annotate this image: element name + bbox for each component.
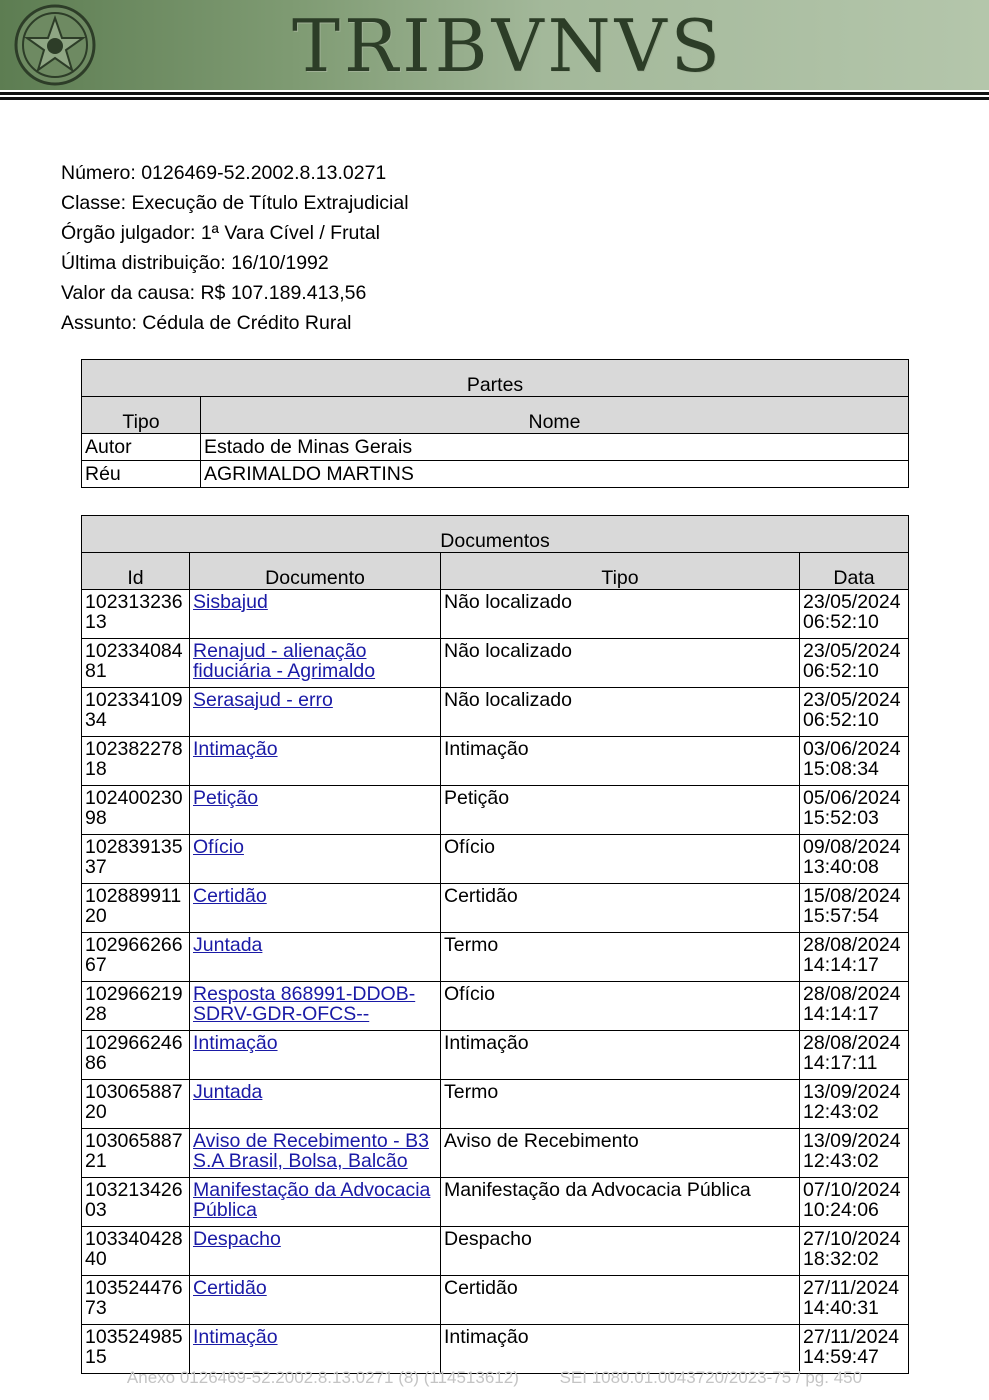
doc-link[interactable]: Serasajud - erro (193, 689, 333, 711)
table-row (82, 933, 909, 982)
doc-time: 14:17:11 (803, 1052, 878, 1074)
doc-date: 27/11/2024 (803, 1326, 900, 1348)
doc-link[interactable]: Intimação (193, 738, 278, 760)
doc-id-part2: 21 (85, 1150, 107, 1172)
doc-link[interactable]: Sisbajud (193, 591, 268, 613)
table-row (82, 982, 909, 1031)
doc-id-part2: 18 (85, 758, 107, 780)
doc-date: 15/08/2024 (803, 885, 901, 907)
doc-type: Ofício (441, 835, 800, 884)
doc-name-cell (190, 1325, 441, 1374)
table-row (82, 1129, 909, 1178)
doc-id-part1: 103524985 (85, 1326, 183, 1348)
doc-id-part1: 102966266 (85, 934, 183, 956)
table-row (82, 1178, 909, 1227)
doc-name-cell (190, 1178, 441, 1227)
doc-time: 18:32:02 (803, 1248, 879, 1270)
party-type: Autor (82, 434, 201, 461)
doc-date-cell (800, 1227, 909, 1276)
doc-id-part2: 28 (85, 1003, 107, 1025)
doc-date: 09/08/2024 (803, 836, 901, 858)
case-subject: Assunto: Cédula de Crédito Rural (61, 312, 352, 334)
doc-date-cell (800, 1178, 909, 1227)
doc-date-cell (800, 933, 909, 982)
doc-id (82, 1178, 190, 1227)
doc-date: 05/06/2024 (803, 787, 901, 809)
doc-type: Não localizado (441, 639, 800, 688)
parties-table (81, 359, 909, 488)
doc-date: 03/06/2024 (803, 738, 901, 760)
parties-col-tipo: Tipo (82, 397, 201, 434)
doc-link[interactable]: Manifestação da Advocacia Pública (193, 1179, 431, 1221)
party-type: Réu (82, 461, 201, 488)
doc-date-cell (800, 1031, 909, 1080)
doc-type: Intimação (441, 1031, 800, 1080)
doc-date-cell (800, 884, 909, 933)
documents-caption: Documentos (82, 516, 909, 553)
doc-type: Aviso de Recebimento (441, 1129, 800, 1178)
doc-name-cell (190, 884, 441, 933)
doc-time: 06:52:10 (803, 611, 879, 633)
doc-id-part2: 86 (85, 1052, 107, 1074)
doc-id-part1: 103065887 (85, 1081, 183, 1103)
doc-date: 27/11/2024 (803, 1277, 900, 1299)
doc-type: Termo (441, 1080, 800, 1129)
doc-id-part1: 102382278 (85, 738, 183, 760)
doc-link[interactable]: Aviso de Recebimento - B3 S.A Brasil, Bolsa, Balcão (193, 1130, 429, 1172)
doc-id (82, 1276, 190, 1325)
doc-date: 13/09/2024 (803, 1081, 901, 1103)
table-row (82, 434, 909, 461)
doc-link[interactable]: Petição (193, 787, 259, 809)
doc-name-cell (190, 590, 441, 639)
doc-id-part2: 98 (85, 807, 107, 829)
doc-type: Ofício (441, 982, 800, 1031)
doc-id-part2: 34 (85, 709, 107, 731)
doc-date-cell (800, 737, 909, 786)
doc-link[interactable]: Juntada (193, 1081, 263, 1103)
doc-id-part2: 13 (85, 611, 107, 633)
coat-of-arms-seal-icon (12, 4, 98, 86)
doc-id (82, 1325, 190, 1374)
doc-id-part1: 102400230 (85, 787, 183, 809)
doc-type: Intimação (441, 737, 800, 786)
doc-id-part1: 102966246 (85, 1032, 183, 1054)
table-row (82, 835, 909, 884)
table-row (82, 786, 909, 835)
table-row (82, 737, 909, 786)
doc-time: 06:52:10 (803, 709, 879, 731)
doc-date-cell (800, 590, 909, 639)
doc-id-part2: 40 (85, 1248, 107, 1270)
doc-name-cell (190, 1031, 441, 1080)
doc-time: 14:14:17 (803, 954, 879, 976)
table-row (82, 884, 909, 933)
doc-time: 14:14:17 (803, 1003, 879, 1025)
doc-time: 13:40:08 (803, 856, 879, 878)
documents-col-data: Data (800, 553, 909, 590)
doc-date: 23/05/2024 (803, 640, 901, 662)
footer-sei: SEI 1080.01.0043720/2023-75 / pg. 450 (559, 1368, 863, 1387)
doc-type: Despacho (441, 1227, 800, 1276)
doc-date-cell (800, 1325, 909, 1374)
doc-date-cell (800, 1129, 909, 1178)
doc-name-cell (190, 1276, 441, 1325)
doc-link[interactable]: Resposta 868991-DDOB-SDRV-GDR-OFCS-- (193, 983, 416, 1025)
doc-link[interactable]: Intimação (193, 1032, 278, 1054)
doc-type: Não localizado (441, 688, 800, 737)
doc-id-part2: 20 (85, 1101, 107, 1123)
doc-id-part2: 15 (85, 1346, 107, 1368)
doc-time: 12:43:02 (803, 1101, 879, 1123)
doc-id-part1: 102839135 (85, 836, 183, 858)
doc-id (82, 786, 190, 835)
doc-date-cell (800, 688, 909, 737)
doc-id (82, 933, 190, 982)
doc-id (82, 590, 190, 639)
doc-link[interactable]: Despacho (193, 1228, 281, 1250)
table-row (82, 1325, 909, 1374)
doc-date: 07/10/2024 (803, 1179, 901, 1201)
doc-id (82, 1080, 190, 1129)
process-class: Classe: Execução de Título Extrajudicial (61, 192, 409, 214)
doc-type: Manifestação da Advocacia Pública (441, 1178, 800, 1227)
doc-name-cell (190, 933, 441, 982)
doc-date-cell (800, 639, 909, 688)
table-row (82, 1031, 909, 1080)
doc-date: 28/08/2024 (803, 1032, 901, 1054)
doc-date: 27/10/2024 (803, 1228, 901, 1250)
doc-id (82, 1031, 190, 1080)
doc-name-cell (190, 835, 441, 884)
table-row (82, 688, 909, 737)
doc-id-part2: 37 (85, 856, 107, 878)
doc-time: 15:08:34 (803, 758, 879, 780)
doc-name-cell (190, 1227, 441, 1276)
doc-link[interactable]: Juntada (193, 934, 263, 956)
doc-link[interactable]: Renajud - alienação fiduciária - Agrimaldo (193, 640, 376, 682)
documents-col-id: Id (82, 553, 190, 590)
doc-id-part1: 103524476 (85, 1277, 183, 1299)
banner-title: TRIBVNVS (292, 4, 724, 88)
party-name: Estado de Minas Gerais (201, 434, 909, 461)
doc-type: Termo (441, 933, 800, 982)
doc-id-part1: 102313236 (85, 591, 183, 613)
parties-caption: Partes (82, 360, 909, 397)
doc-name-cell (190, 688, 441, 737)
doc-date: 23/05/2024 (803, 591, 901, 613)
doc-type: Certidão (441, 1276, 800, 1325)
header-banner (0, 0, 989, 90)
doc-id (82, 688, 190, 737)
doc-name-cell (190, 1080, 441, 1129)
doc-type: Petição (441, 786, 800, 835)
doc-date: 28/08/2024 (803, 934, 901, 956)
documents-col-tipo: Tipo (441, 553, 800, 590)
doc-id-part1: 103065887 (85, 1130, 183, 1152)
doc-date: 13/09/2024 (803, 1130, 901, 1152)
doc-link[interactable]: Certidão (193, 885, 267, 907)
doc-id-part2: 20 (85, 905, 107, 927)
doc-id (82, 639, 190, 688)
doc-link[interactable]: Intimação (193, 1326, 278, 1348)
doc-name-cell (190, 737, 441, 786)
doc-time: 14:40:31 (803, 1297, 879, 1319)
doc-date-cell (800, 1276, 909, 1325)
header-divider-2 (0, 97, 989, 100)
doc-id-part2: 67 (85, 954, 107, 976)
doc-name-cell (190, 1129, 441, 1178)
table-row (82, 1227, 909, 1276)
documents-col-documento: Documento (190, 553, 441, 590)
doc-type: Intimação (441, 1325, 800, 1374)
case-value: Valor da causa: R$ 107.189.413,56 (61, 282, 367, 304)
table-row (82, 639, 909, 688)
doc-id-part2: 81 (85, 660, 107, 682)
doc-id-part1: 102889911 (85, 885, 182, 907)
documents-table (81, 515, 909, 1374)
doc-date-cell (800, 786, 909, 835)
doc-link[interactable]: Certidão (193, 1277, 267, 1299)
doc-name-cell (190, 786, 441, 835)
process-info (61, 158, 409, 338)
doc-time: 10:24:06 (803, 1199, 879, 1221)
doc-id-part1: 102334109 (85, 689, 183, 711)
doc-name-cell (190, 639, 441, 688)
doc-id (82, 835, 190, 884)
doc-id-part1: 102966219 (85, 983, 183, 1005)
doc-date: 28/08/2024 (803, 983, 901, 1005)
doc-time: 06:52:10 (803, 660, 879, 682)
doc-id-part2: 73 (85, 1297, 107, 1319)
last-distribution: Última distribuição: 16/10/1992 (61, 252, 329, 274)
parties-col-nome: Nome (201, 397, 909, 434)
doc-time: 15:52:03 (803, 807, 879, 829)
doc-id (82, 1227, 190, 1276)
doc-type: Não localizado (441, 590, 800, 639)
doc-link[interactable]: Ofício (193, 836, 244, 858)
table-row (82, 1276, 909, 1325)
table-row (82, 590, 909, 639)
doc-date-cell (800, 982, 909, 1031)
doc-id-part1: 102334084 (85, 640, 183, 662)
judging-body: Órgão julgador: 1ª Vara Cível / Frutal (61, 222, 380, 244)
footer-anexo: Anexo 0126469-52.2002.8.13.0271 (8) (114513612) (126, 1368, 519, 1387)
doc-id (82, 884, 190, 933)
doc-date-cell (800, 1080, 909, 1129)
doc-time: 12:43:02 (803, 1150, 879, 1172)
doc-id (82, 1129, 190, 1178)
doc-time: 14:59:47 (803, 1346, 879, 1368)
doc-id (82, 982, 190, 1031)
doc-name-cell (190, 982, 441, 1031)
table-row (82, 1080, 909, 1129)
page-footer (0, 1368, 989, 1388)
doc-id-part1: 103213426 (85, 1179, 183, 1201)
doc-id-part1: 103340428 (85, 1228, 183, 1250)
doc-time: 15:57:54 (803, 905, 879, 927)
doc-id-part2: 03 (85, 1199, 107, 1221)
doc-date: 23/05/2024 (803, 689, 901, 711)
table-row (82, 461, 909, 488)
doc-type: Certidão (441, 884, 800, 933)
header-divider (0, 92, 989, 95)
party-name: AGRIMALDO MARTINS (201, 461, 909, 488)
doc-date-cell (800, 835, 909, 884)
process-number: Número: 0126469-52.2002.8.13.0271 (61, 162, 387, 184)
doc-id (82, 737, 190, 786)
